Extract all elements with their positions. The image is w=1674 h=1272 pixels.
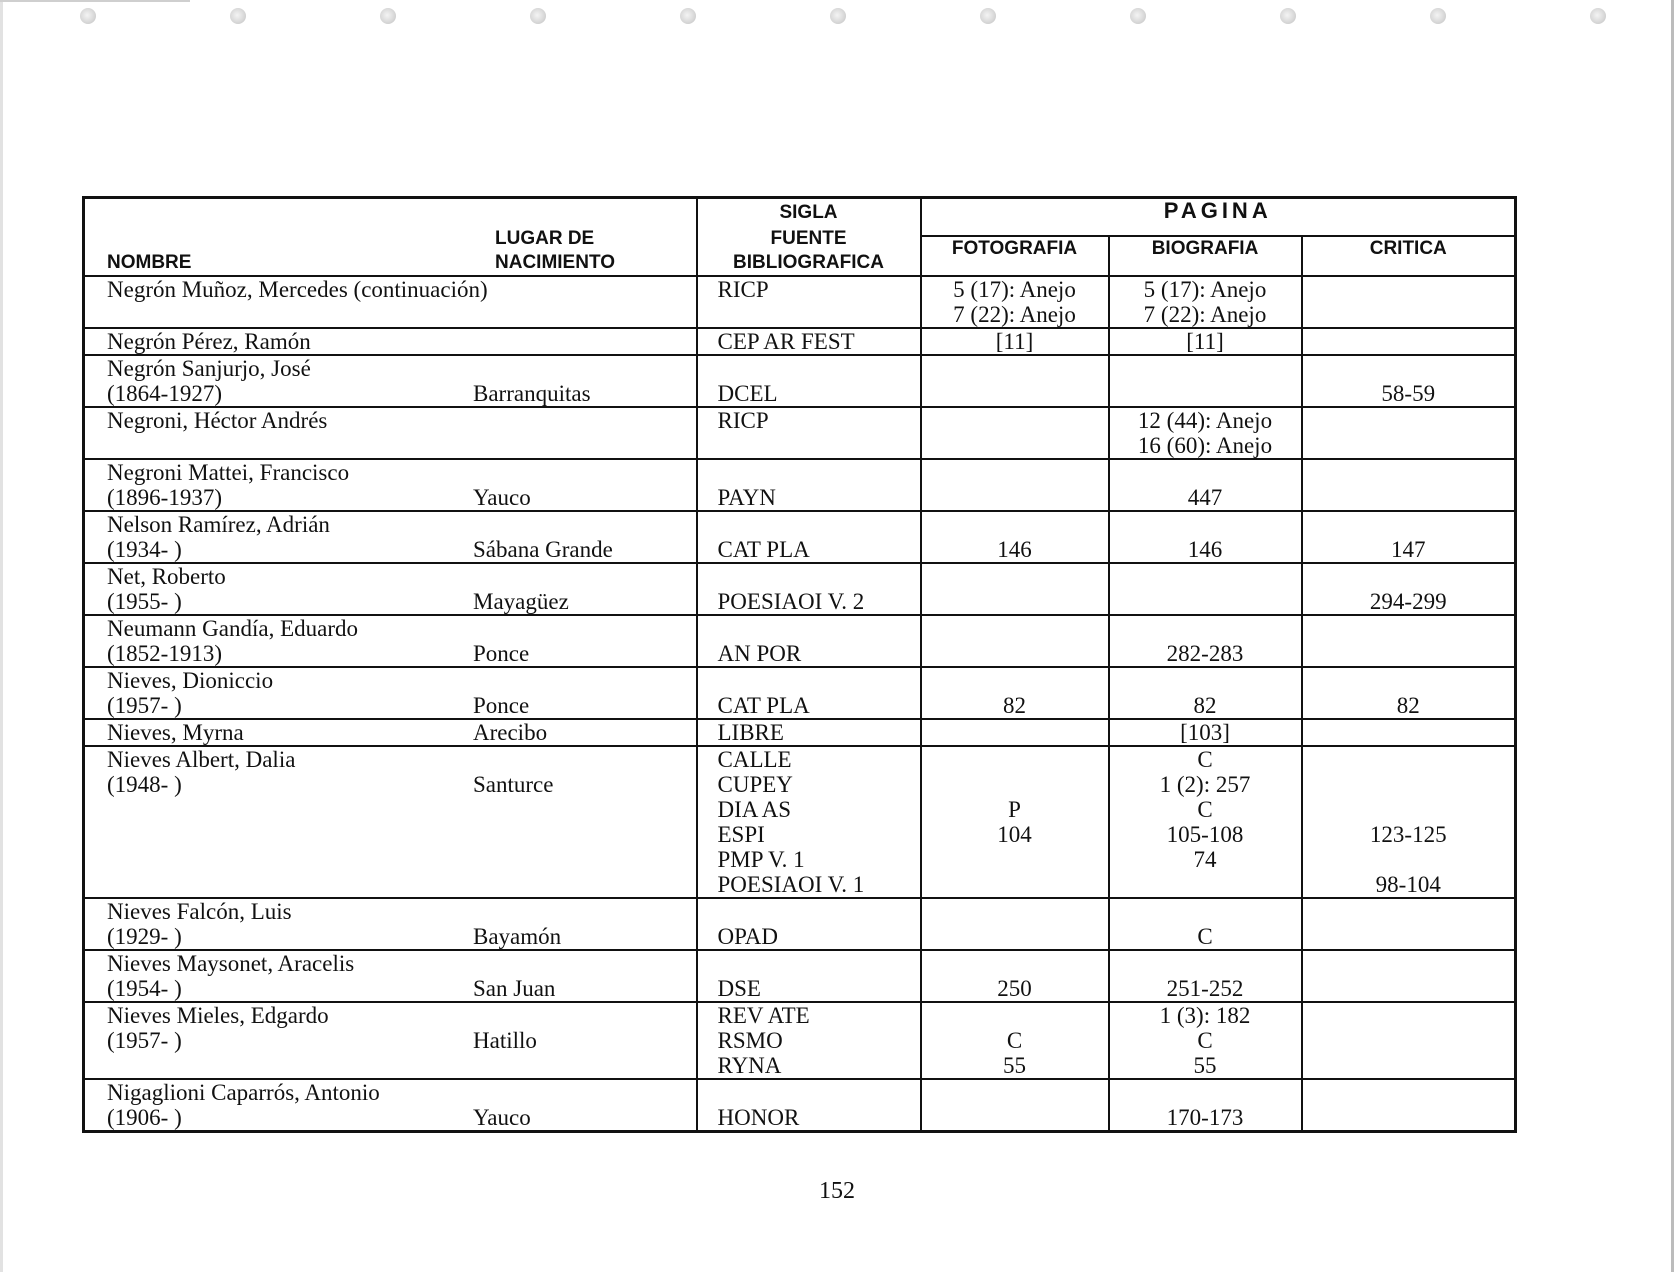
cell-sigla-line — [718, 668, 920, 693]
cell-fotografia — [921, 950, 1109, 1002]
cell-fotografia-line — [922, 720, 1108, 745]
cell-sigla-line: CEP AR FEST — [717, 329, 855, 354]
cell-biografia — [1109, 355, 1302, 407]
cell-nombre — [84, 328, 697, 355]
cell-fotografia-line: 82 — [1003, 693, 1026, 718]
binder-hole — [1430, 8, 1446, 24]
cell-sigla — [697, 328, 921, 355]
cell-biografia-line: 16 (60): Anejo — [1137, 433, 1273, 458]
table-row — [84, 950, 1516, 1002]
cell-biografia-line: 5 (17): Anejo — [1143, 277, 1267, 302]
cell-fotografia-line — [922, 433, 1108, 458]
cell-fotografia-line — [922, 668, 1108, 693]
binder-hole — [80, 8, 96, 24]
cell-critica-line — [1303, 512, 1515, 537]
cell-sigla-line — [718, 616, 920, 641]
cell-sigla — [697, 355, 921, 407]
cell-biografia-line: 251-252 — [1166, 976, 1244, 1001]
cell-biografia-line — [1110, 616, 1301, 641]
cell-lugar: Ponce — [473, 693, 530, 718]
cell-biografia-line: 447 — [1187, 485, 1223, 510]
cell-critica-line — [1303, 797, 1515, 822]
header-nombre-lugar — [84, 198, 697, 277]
cell-sigla-line: DCEL — [717, 381, 778, 406]
nombre-line: Nieves, Dioniccio — [107, 668, 274, 693]
cell-biografia-line — [1110, 1080, 1301, 1105]
binder-hole — [230, 8, 246, 24]
cell-critica — [1302, 328, 1516, 355]
cell-biografia-line — [1110, 589, 1301, 614]
cell-sigla-line: CALLE — [717, 747, 792, 772]
cell-biografia-line: 146 — [1187, 537, 1223, 562]
cell-biografia-line: 170-173 — [1166, 1105, 1244, 1130]
cell-nombre — [84, 667, 697, 719]
cell-biografia-line: C — [1197, 924, 1213, 949]
cell-lugar: Sábana Grande — [473, 537, 613, 562]
cell-sigla-line: POESIAOI V. 2 — [717, 589, 865, 614]
table-row — [84, 719, 1516, 746]
cell-critica-line — [1303, 1003, 1515, 1028]
cell-fotografia — [921, 355, 1109, 407]
cell-sigla — [697, 511, 921, 563]
table-row — [84, 746, 1516, 898]
cell-nombre — [84, 459, 697, 511]
cell-critica-line: 82 — [1396, 693, 1420, 718]
cell-biografia-line: 55 — [1193, 1053, 1217, 1078]
cell-fotografia — [921, 407, 1109, 459]
cell-biografia-line — [1110, 460, 1301, 485]
cell-critica-line — [1303, 433, 1515, 458]
cell-critica-line — [1303, 302, 1515, 327]
cell-fotografia — [921, 563, 1109, 615]
cell-sigla-line: OPAD — [717, 924, 779, 949]
nombre-line: Nieves Albert, Dalia — [107, 747, 296, 772]
cell-lugar: Arecibo — [473, 720, 548, 745]
cell-fotografia-line — [922, 381, 1108, 406]
cell-fotografia-line — [922, 1105, 1108, 1130]
cell-nombre — [84, 511, 697, 563]
cell-sigla-line — [718, 899, 920, 924]
nombre-line — [107, 847, 696, 872]
binder-hole — [1130, 8, 1146, 24]
cell-sigla — [697, 898, 921, 950]
binder-holes — [0, 8, 1674, 32]
nombre-line: Negrón Pérez, Ramón — [107, 329, 311, 354]
cell-sigla-line: POESIAOI V. 1 — [717, 872, 865, 897]
cell-sigla-line — [718, 1080, 920, 1105]
nombre-line: Net, Roberto — [107, 564, 226, 589]
cell-nombre — [84, 898, 697, 950]
nombre-line: Negrón Muñoz, Mercedes (continuación) — [107, 277, 488, 302]
cell-critica-line: 98-104 — [1375, 872, 1441, 897]
cell-critica-line — [1303, 1105, 1515, 1130]
cell-lugar: San Juan — [473, 976, 556, 1001]
cell-lugar: Ponce — [473, 641, 530, 666]
cell-fotografia — [921, 719, 1109, 746]
page-number: 152 — [819, 1178, 855, 1204]
cell-nombre — [84, 950, 697, 1002]
nombre-line: (1957- ) — [107, 1028, 182, 1053]
cell-sigla-line: PMP V. 1 — [717, 847, 805, 872]
page-left-edge — [0, 0, 3, 1272]
cell-critica-line — [1303, 951, 1515, 976]
cell-lugar: Yauco — [473, 485, 531, 510]
cell-sigla — [697, 276, 921, 328]
cell-sigla-line: REV ATE — [717, 1003, 810, 1028]
cell-critica-line: 294-299 — [1369, 589, 1447, 614]
cell-biografia-line: C — [1197, 797, 1213, 822]
cell-critica — [1302, 459, 1516, 511]
nombre-line: (1955- ) — [107, 589, 182, 614]
cell-critica — [1302, 950, 1516, 1002]
nombre-line: (1896-1937) — [107, 485, 222, 510]
cell-critica-line — [1303, 485, 1515, 510]
cell-critica — [1302, 276, 1516, 328]
cell-biografia-line — [1110, 668, 1301, 693]
cell-nombre — [84, 615, 697, 667]
cell-critica-line — [1303, 1028, 1515, 1053]
cell-lugar: Barranquitas — [473, 381, 591, 406]
cell-biografia-line — [1110, 512, 1301, 537]
cell-biografia — [1109, 746, 1302, 898]
cell-critica-line — [1303, 460, 1515, 485]
header-pagina: PAGINA — [921, 198, 1516, 236]
cell-critica — [1302, 511, 1516, 563]
header-lugar-line2: NACIMIENTO — [495, 252, 615, 273]
cell-lugar: Bayamón — [473, 924, 562, 949]
cell-sigla-line: RICP — [717, 408, 769, 433]
cell-fotografia — [921, 511, 1109, 563]
cell-biografia-line — [1110, 564, 1301, 589]
cell-critica-line — [1303, 641, 1515, 666]
nombre-line: (1957- ) — [107, 693, 182, 718]
cell-fotografia-line — [922, 924, 1108, 949]
cell-critica — [1302, 667, 1516, 719]
cell-critica — [1302, 407, 1516, 459]
cell-fotografia-line: 55 — [1003, 1053, 1026, 1078]
cell-critica-line — [1303, 847, 1515, 872]
cell-critica-line — [1303, 772, 1515, 797]
cell-critica-line — [1303, 899, 1515, 924]
cell-critica-line — [1303, 408, 1515, 433]
cell-fotografia — [921, 615, 1109, 667]
cell-fotografia-line: 250 — [997, 976, 1032, 1001]
header-sigla-line1: SIGLA — [779, 202, 838, 223]
cell-critica-line: 58-59 — [1381, 381, 1436, 406]
cell-biografia-line: 82 — [1193, 693, 1217, 718]
cell-biografia-line: 7 (22): Anejo — [1143, 302, 1267, 327]
cell-nombre — [84, 1002, 697, 1079]
cell-biografia — [1109, 1079, 1302, 1132]
cell-fotografia-line — [922, 1003, 1108, 1028]
cell-nombre — [84, 407, 697, 459]
bibliography-table — [82, 196, 1517, 1133]
cell-critica-line — [1303, 356, 1515, 381]
cell-fotografia — [921, 898, 1109, 950]
cell-fotografia-line — [922, 408, 1108, 433]
cell-fotografia-line: P — [1008, 797, 1021, 822]
cell-fotografia-line — [922, 589, 1108, 614]
cell-fotografia — [921, 746, 1109, 898]
cell-critica — [1302, 746, 1516, 898]
table-row — [84, 1002, 1516, 1079]
nombre-line: Negroni Mattei, Francisco — [107, 460, 350, 485]
cell-biografia-line: 1 (2): 257 — [1159, 772, 1251, 797]
cell-fotografia-line — [922, 747, 1108, 772]
nombre-line: (1954- ) — [107, 976, 182, 1001]
header-sigla-line2: FUENTE — [770, 228, 847, 249]
cell-biografia — [1109, 719, 1302, 746]
nombre-line — [107, 822, 696, 847]
cell-sigla-line — [718, 433, 920, 458]
cell-biografia — [1109, 898, 1302, 950]
cell-fotografia — [921, 459, 1109, 511]
cell-fotografia — [921, 328, 1109, 355]
cell-biografia-line — [1110, 899, 1301, 924]
cell-sigla-line — [718, 951, 920, 976]
cell-biografia — [1109, 276, 1302, 328]
cell-sigla-line: AN POR — [717, 641, 802, 666]
nombre-line: Nelson Ramírez, Adrián — [107, 512, 330, 537]
cell-critica-line — [1303, 720, 1515, 745]
cell-sigla-line: CAT PLA — [717, 537, 810, 562]
cell-critica — [1302, 1079, 1516, 1132]
header-biografia: BIOGRAFIA — [1109, 236, 1302, 276]
cell-biografia — [1109, 328, 1302, 355]
cell-biografia — [1109, 667, 1302, 719]
cell-sigla-line: CAT PLA — [717, 693, 810, 718]
cell-critica-line — [1303, 277, 1515, 302]
nombre-line: (1852-1913) — [107, 641, 222, 666]
cell-nombre — [84, 746, 697, 898]
nombre-line — [107, 433, 696, 458]
cell-sigla-line: RICP — [717, 277, 769, 302]
cell-fotografia-line — [922, 356, 1108, 381]
cell-sigla-line — [718, 564, 920, 589]
cell-critica-line: 147 — [1391, 537, 1426, 562]
cell-biografia — [1109, 1002, 1302, 1079]
binder-hole — [530, 8, 546, 24]
cell-sigla — [697, 667, 921, 719]
cell-biografia-line: 282-283 — [1166, 641, 1244, 666]
cell-sigla — [697, 615, 921, 667]
nombre-line: (1934- ) — [107, 537, 182, 562]
nombre-line: Negroni, Héctor Andrés — [107, 408, 328, 433]
cell-critica — [1302, 898, 1516, 950]
cell-biografia-line: 105-108 — [1166, 822, 1244, 847]
cell-biografia-line: 12 (44): Anejo — [1137, 408, 1273, 433]
cell-sigla-line: HONOR — [717, 1105, 800, 1130]
cell-fotografia-line: 104 — [997, 822, 1032, 847]
cell-nombre — [84, 719, 697, 746]
nombre-line — [107, 872, 696, 897]
cell-critica-line — [1303, 924, 1515, 949]
cell-nombre — [84, 355, 697, 407]
nombre-line: (1929- ) — [107, 924, 182, 949]
cell-biografia-line — [1110, 356, 1301, 381]
cell-sigla-line: RSMO — [717, 1028, 783, 1053]
cell-biografia — [1109, 407, 1302, 459]
cell-critica-line — [1303, 668, 1515, 693]
cell-sigla-line: LIBRE — [717, 720, 784, 745]
binder-hole — [680, 8, 696, 24]
nombre-line: (1906- ) — [107, 1105, 182, 1130]
cell-critica-line: 123-125 — [1369, 822, 1447, 847]
nombre-line: Nieves Falcón, Luis — [107, 899, 292, 924]
nombre-line: Nigaglioni Caparrós, Antonio — [107, 1080, 380, 1105]
cell-fotografia-line: 5 (17): Anejo — [953, 277, 1076, 302]
cell-lugar: Yauco — [473, 1105, 531, 1130]
table-row — [84, 407, 1516, 459]
table-row — [84, 328, 1516, 355]
cell-nombre — [84, 1079, 697, 1132]
cell-lugar: Hatillo — [473, 1028, 537, 1053]
cell-lugar: Santurce — [473, 772, 554, 797]
cell-sigla — [697, 950, 921, 1002]
table-row — [84, 563, 1516, 615]
cell-sigla — [697, 1079, 921, 1132]
cell-critica-line — [1303, 976, 1515, 1001]
cell-fotografia-line: [11] — [995, 329, 1034, 354]
cell-biografia-line: C — [1197, 747, 1213, 772]
cell-critica — [1302, 563, 1516, 615]
header-lugar-line1: LUGAR DE — [495, 228, 595, 249]
cell-fotografia-line: 146 — [997, 537, 1032, 562]
cell-critica — [1302, 355, 1516, 407]
cell-sigla-line — [718, 460, 920, 485]
cell-biografia — [1109, 615, 1302, 667]
nombre-line: (1948- ) — [107, 772, 182, 797]
header-lugar — [495, 227, 615, 275]
header-fotografia: FOTOGRAFIA — [921, 236, 1109, 276]
scan-top-line — [0, 0, 190, 2]
cell-fotografia-line — [922, 564, 1108, 589]
nombre-line — [107, 797, 696, 822]
cell-critica-line — [1303, 616, 1515, 641]
cell-fotografia-line — [922, 847, 1108, 872]
nombre-line — [107, 302, 696, 327]
nombre-line: Nieves Maysonet, Aracelis — [107, 951, 355, 976]
nombre-line: Negrón Sanjurjo, José — [107, 356, 311, 381]
cell-fotografia-line — [922, 512, 1108, 537]
cell-biografia-line: 1 (3): 182 — [1159, 1003, 1251, 1028]
cell-sigla-line: PAYN — [717, 485, 776, 510]
cell-fotografia-line: 7 (22): Anejo — [953, 302, 1076, 327]
cell-fotografia-line — [922, 641, 1108, 666]
cell-biografia-line — [1110, 381, 1301, 406]
cell-sigla — [697, 719, 921, 746]
cell-fotografia — [921, 1079, 1109, 1132]
nombre-line — [107, 1053, 696, 1078]
cell-biografia — [1109, 459, 1302, 511]
cell-biografia — [1109, 563, 1302, 615]
cell-sigla-line: ESPI — [717, 822, 765, 847]
cell-biografia-line: C — [1197, 1028, 1213, 1053]
cell-fotografia-line — [922, 485, 1108, 510]
cell-fotografia-line — [922, 616, 1108, 641]
cell-critica-line — [1303, 1053, 1515, 1078]
binder-hole — [1280, 8, 1296, 24]
cell-biografia — [1109, 950, 1302, 1002]
cell-nombre — [84, 563, 697, 615]
cell-sigla-line: DSE — [717, 976, 761, 1001]
header-sigla — [697, 198, 921, 277]
cell-sigla — [697, 1002, 921, 1079]
header-sigla-line3: BIBLIOGRAFICA — [733, 252, 884, 273]
cell-sigla-line: CUPEY — [717, 772, 793, 797]
cell-sigla — [697, 746, 921, 898]
cell-biografia-line — [1110, 951, 1301, 976]
cell-sigla — [697, 407, 921, 459]
table-row — [84, 1079, 1516, 1132]
cell-biografia-line: 74 — [1193, 847, 1217, 872]
cell-biografia-line: [103] — [1180, 720, 1230, 745]
cell-fotografia-line — [922, 872, 1108, 897]
cell-fotografia-line — [922, 772, 1108, 797]
cell-fotografia-line — [922, 460, 1108, 485]
nombre-line: Neumann Gandía, Eduardo — [107, 616, 359, 641]
cell-nombre — [84, 276, 697, 328]
cell-biografia-line — [1110, 872, 1301, 897]
binder-hole — [980, 8, 996, 24]
cell-sigla-line — [718, 302, 920, 327]
cell-fotografia-line — [922, 1080, 1108, 1105]
cell-critica-line — [1303, 747, 1515, 772]
cell-critica — [1302, 615, 1516, 667]
cell-fotografia — [921, 1002, 1109, 1079]
binder-hole — [380, 8, 396, 24]
cell-critica-line — [1303, 1080, 1515, 1105]
table-row — [84, 459, 1516, 511]
table-row — [84, 667, 1516, 719]
cell-lugar: Mayagüez — [473, 589, 569, 614]
binder-hole — [1590, 8, 1606, 24]
cell-sigla-line: DIA AS — [717, 797, 791, 822]
cell-critica — [1302, 719, 1516, 746]
cell-critica — [1302, 1002, 1516, 1079]
table-row — [84, 615, 1516, 667]
table-row — [84, 355, 1516, 407]
cell-fotografia-line — [922, 899, 1108, 924]
cell-sigla-line — [718, 356, 920, 381]
cell-critica-line — [1303, 564, 1515, 589]
cell-sigla — [697, 459, 921, 511]
header-critica: CRITICA — [1302, 236, 1516, 276]
cell-fotografia-line — [922, 951, 1108, 976]
table-row — [84, 276, 1516, 328]
table-row — [84, 511, 1516, 563]
cell-sigla — [697, 563, 921, 615]
binder-hole — [830, 8, 846, 24]
cell-sigla-line: RYNA — [717, 1053, 782, 1078]
cell-fotografia-line: C — [1006, 1028, 1023, 1053]
cell-biografia — [1109, 511, 1302, 563]
nombre-line: Nieves Mieles, Edgardo — [107, 1003, 329, 1028]
cell-critica-line — [1303, 329, 1515, 354]
header-nombre: NOMBRE — [107, 252, 192, 273]
cell-biografia-line: [11] — [1186, 329, 1224, 354]
cell-sigla-line — [718, 512, 920, 537]
table-row — [84, 898, 1516, 950]
nombre-line: (1864-1927) — [107, 381, 222, 406]
cell-fotografia — [921, 667, 1109, 719]
nombre-line: Nieves, Myrna — [107, 720, 244, 745]
cell-fotografia — [921, 276, 1109, 328]
